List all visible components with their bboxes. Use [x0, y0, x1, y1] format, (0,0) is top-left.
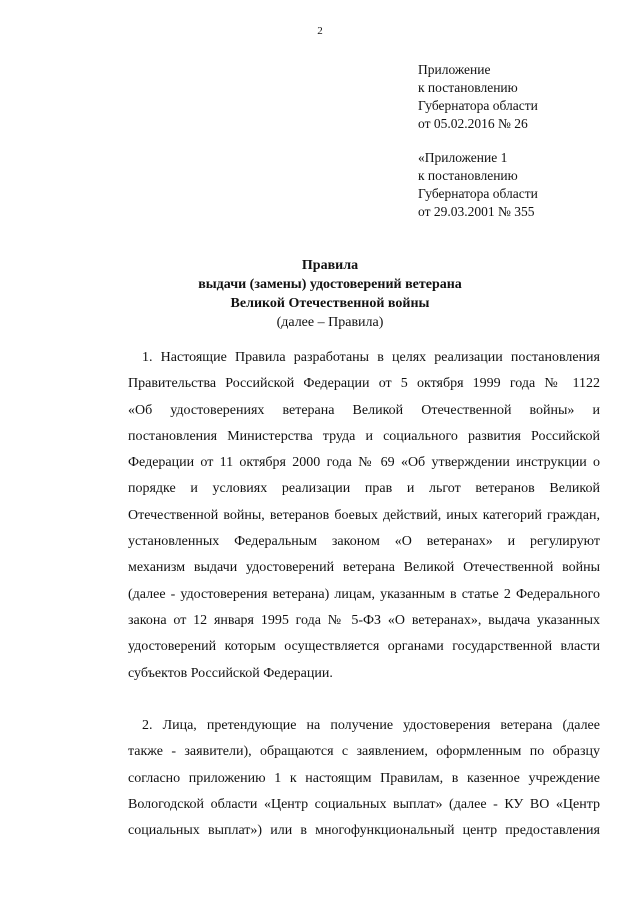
text-line: (далее - удостоверения ветерана) лицам, указанным в статье 2 Федерального [128, 586, 600, 602]
text-line: порядке и условиях реализации прав и льгот ветеранов Великой [128, 481, 600, 497]
text-line: согласно приложению 1 к настоящим Правилам, в казенное учреждение [128, 770, 600, 786]
appendix-reference-original [418, 149, 618, 221]
text-line: субъектов Российской Федерации. [128, 665, 333, 681]
text-line: Отечественной войны, ветеранов боевых действий, иных категорий граждан, [128, 507, 600, 523]
appendix-line: от 29.03.2001 № 355 [418, 204, 535, 219]
appendix-line: Приложение [418, 62, 491, 77]
appendix-line: «Приложение 1 [418, 150, 508, 165]
text-line: Правительства Российской Федерации от 5 октября 1999 года № 1122 [128, 376, 600, 392]
title-subline: (далее – Правила) [276, 315, 384, 330]
text-line: социальных выплат») или в многофункциональный центр предоставления [128, 823, 600, 839]
appendix-line: от 05.02.2016 № 26 [418, 116, 528, 131]
title-line: выдачи (замены) удостоверений ветерана [198, 277, 462, 292]
text-line: Вологодской области «Центр социальных выплат» (далее - КУ ВО «Центр [128, 796, 600, 812]
text-line: установленных Федеральным законом «О ветеранах» и регулируют [128, 534, 600, 550]
text-line: удостоверений которым осуществляется органами государственной власти [128, 639, 600, 655]
appendix-line: к постановлению [418, 168, 518, 183]
document-title [130, 256, 530, 332]
appendix-reference-current [418, 61, 618, 133]
title-line: Великой Отечественной войны [230, 296, 430, 311]
page-number: 2 [317, 25, 323, 37]
text-line: также - заявители), обращаются с заявлением, оформленным по образцу [128, 744, 600, 760]
text-line: 2. Лица, претендующие на получение удостоверения ветерана (далее [142, 718, 600, 733]
text-line: закона от 12 января 1995 года № 5-ФЗ «О ветеранах», выдача указанных [128, 612, 600, 628]
title-line: Правила [301, 258, 359, 273]
paragraph-2 [128, 713, 600, 844]
text-line: постановления Министерства труда и социального развития Российской [128, 428, 600, 444]
appendix-line: к постановлению [418, 80, 518, 95]
text-line: «Об удостоверениях ветерана Великой Отечественной войны» и [128, 402, 600, 418]
text-line: Федерации от 11 октября 2000 года № 69 «Об утверждении инструкции о [128, 455, 600, 471]
text-line: 1. Настоящие Правила разработаны в целях реализации постановления [142, 350, 600, 365]
text-line: механизм выдачи удостоверений ветерана Великой Отечественной войны [128, 560, 600, 576]
appendix-line: Губернатора области [418, 186, 538, 201]
paragraph-1 [128, 345, 600, 687]
appendix-line: Губернатора области [418, 98, 538, 113]
